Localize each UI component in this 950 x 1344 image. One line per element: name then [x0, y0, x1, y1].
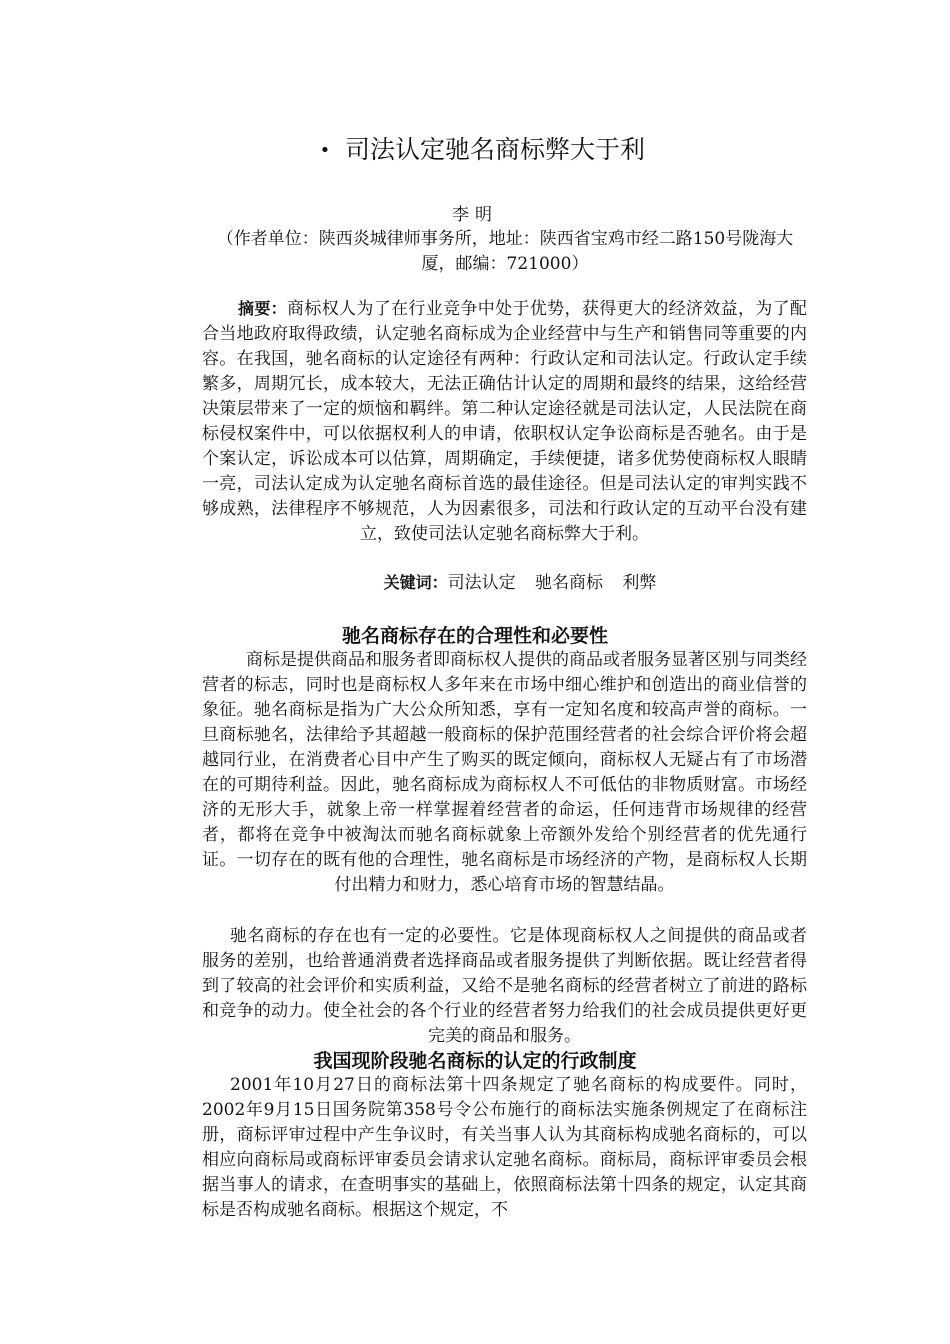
- abstract-text: 商标权人为了在行业竞争中处于优势，获得更大的经济效益，为了配合当地政府取得政绩，认定驰名商标成为企业经营中与生产和销售同等重要的内容。在我国，驰名商标的认定途径有两种：行政认定和司法认定。行政认定手续繁多，周期冗长，成本较大，无法正确估计认定的周期和最终的结果，这给经营决策层带来了一定的烦恼和羁绊。第二种认定途径就是司法认定，人民法院在商标侵权案件中，可以依据权利人的申请，依职权认定争讼商标是否驰名。由于是个案认定，诉讼成本可以估算，周期确定，手续便捷，诸多优势使商标权人眼睛一亮，司法认定成为认定驰名商标首选的最佳途径。但是司法认定的审判实践不够成熟，法律程序不够规范，人为因素很多，司法和行政认定的互动平台没有建立，致使司法认定驰名商标弊大于利。: [202, 299, 807, 544]
- body-paragraph: 驰名商标的存在也有一定的必要性。它是体现商标权人之间提供的商品或者服务的差别，也给普通消费者选择商品或者服务提供了判断依据。既让经营者得到了较高的社会评价和实质利益，又给不是驰名商标的经营者树立了前进的路标和竞争的动力。使全社会的各个行业的经营者努力给我们的社会成员提供更好更完美的商品和服务。: [202, 926, 807, 1046]
- document-title: [0, 132, 950, 169]
- author-affiliation: （作者单位：陕西炎城律师事务所，地址：陕西省宝鸡市经二路150号陇海大厦，邮编：721000）: [216, 229, 794, 274]
- section-heading: 我国现阶段驰名商标的认定的行政制度: [313, 1050, 637, 1072]
- keywords-label: 关键词：: [383, 573, 448, 592]
- keyword-item: 司法认定: [447, 573, 516, 593]
- abstract: [202, 296, 807, 547]
- keyword-item: 利弊: [622, 573, 657, 593]
- keywords-line: [0, 570, 950, 596]
- title-bullet: •: [319, 140, 331, 161]
- title-text: 司法认定驰名商标弊大于利: [344, 135, 645, 164]
- body-paragraph: 2001年10月27日的商标法第十四条规定了驰名商标的构成要件。同时，2002年9月15日国务院第358号令公布施行的商标法实施条例规定了在商标注册，商标评审过程中产生争议时，有关当事人认为其商标构成驰名商标的，可以相应向商标局或商标评审委员会请求认定驰名商标。商标局，商标评审委员会根据当事人的请求，在查明事实的基础上，依照商标法第十四条的规定，认定其商标是否构成驰名商标。根据这个规定，不: [202, 1075, 807, 1220]
- author-name: 李明: [452, 205, 498, 225]
- body-paragraph: 商标是提供商品和服务者即商标权人提供的商品或者服务显著区别与同类经营者的标志，同时也是商标权人多年来在市场中细心维护和创造出的商业信誉的象征。驰名商标是指为广大公众所知悉，享有一定知名度和较高声誉的商标。一旦商标驰名，法律给予其超越一般商标的保护范围经营者的社会综合评价将会超越同行业，在消费者心目中产生了购买的既定倾向，商标权人无疑占有了市场潜在的可期待利益。因此，驰名商标成为商标权人不可低估的非物质财富。市场经济的无形大手，就象上帝一样掌握着经营者的命运，任何违背市场规律的经营者，都将在竞争中被淘汰而驰名商标就象上帝额外发给个别经营者的优先通行证。一切存在的既有他的合理性，驰名商标是市场经济的产物，是商标权人长期付出精力和财力，悉心培育市场的智慧结晶。: [202, 650, 807, 895]
- keyword-item: 驰名商标: [535, 573, 603, 593]
- section-heading: 驰名商标存在的合理性和必要性: [341, 625, 608, 647]
- abstract-label: 摘要：: [238, 299, 288, 318]
